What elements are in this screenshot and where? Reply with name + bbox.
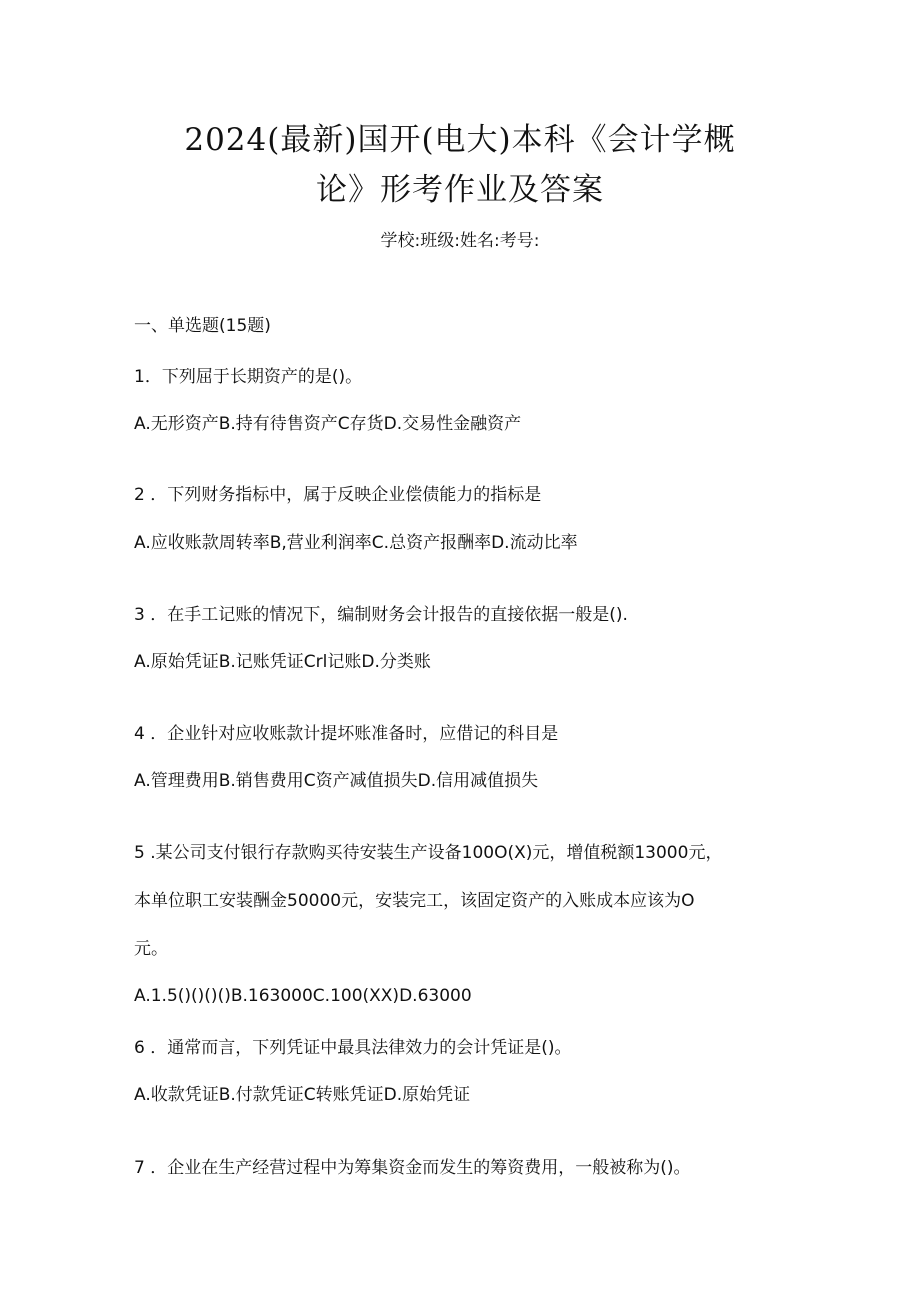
question-1-options: A.无形资产B.持有待售资产C存货D.交易性金融资产 bbox=[134, 414, 522, 434]
question-4-stem: 4 ．企业针对应收账款计提坏账准备时，应借记的科目是 bbox=[134, 724, 559, 744]
question-1-stem: 1．下列屈于长期资产的是()。 bbox=[134, 367, 363, 387]
question-5-stem-line-1: 5 .某公司支付银行存款购买待安装生产设备100O(X)元，增值税额13000元， bbox=[134, 843, 723, 863]
question-2-stem: 2 ．下列财务指标中，属于反映企业偿债能力的指标是 bbox=[134, 485, 542, 505]
question-6-options: A.收款凭证B.付款凭证C转账凭证D.原始凭证 bbox=[134, 1085, 471, 1105]
question-2-options: A.应收账款周转率B,营业利润率C.总资产报酬率D.流动比率 bbox=[134, 533, 578, 553]
title-line-2: 论》形考作业及答案 bbox=[316, 172, 604, 208]
question-7-stem: 7 ．企业在生产经营过程中为筹集资金而发生的筹资费用，一般被称为()。 bbox=[134, 1158, 691, 1178]
student-info-line: 学校:班级:姓名:考号: bbox=[380, 231, 540, 251]
question-5-stem-line-2: 本单位职工安装酬金50000元，安装完工，该固定资产的入账成本应该为O bbox=[134, 891, 695, 911]
question-5-stem-line-3: 元。 bbox=[134, 939, 168, 959]
question-3-options: A.原始凭证B.记账凭证Crl记账D.分类账 bbox=[134, 652, 431, 672]
title-line-1: 2024(最新)国开(电大)本科《会计学概 bbox=[184, 122, 736, 158]
section-heading: 一、单选题(15题) bbox=[134, 316, 271, 336]
question-3-stem: 3 ．在手工记账的情况下，编制财务会计报告的直接依据一般是(). bbox=[134, 605, 628, 625]
question-6-stem: 6 ．通常而言，下列凭证中最具法律效力的会计凭证是()。 bbox=[134, 1038, 572, 1058]
question-5-options: A.1.5()()()()B.163000C.100(XX)D.63000 bbox=[134, 986, 472, 1006]
question-4-options: A.管理费用B.销售费用C资产减值损失D.信用减值损失 bbox=[134, 771, 539, 791]
